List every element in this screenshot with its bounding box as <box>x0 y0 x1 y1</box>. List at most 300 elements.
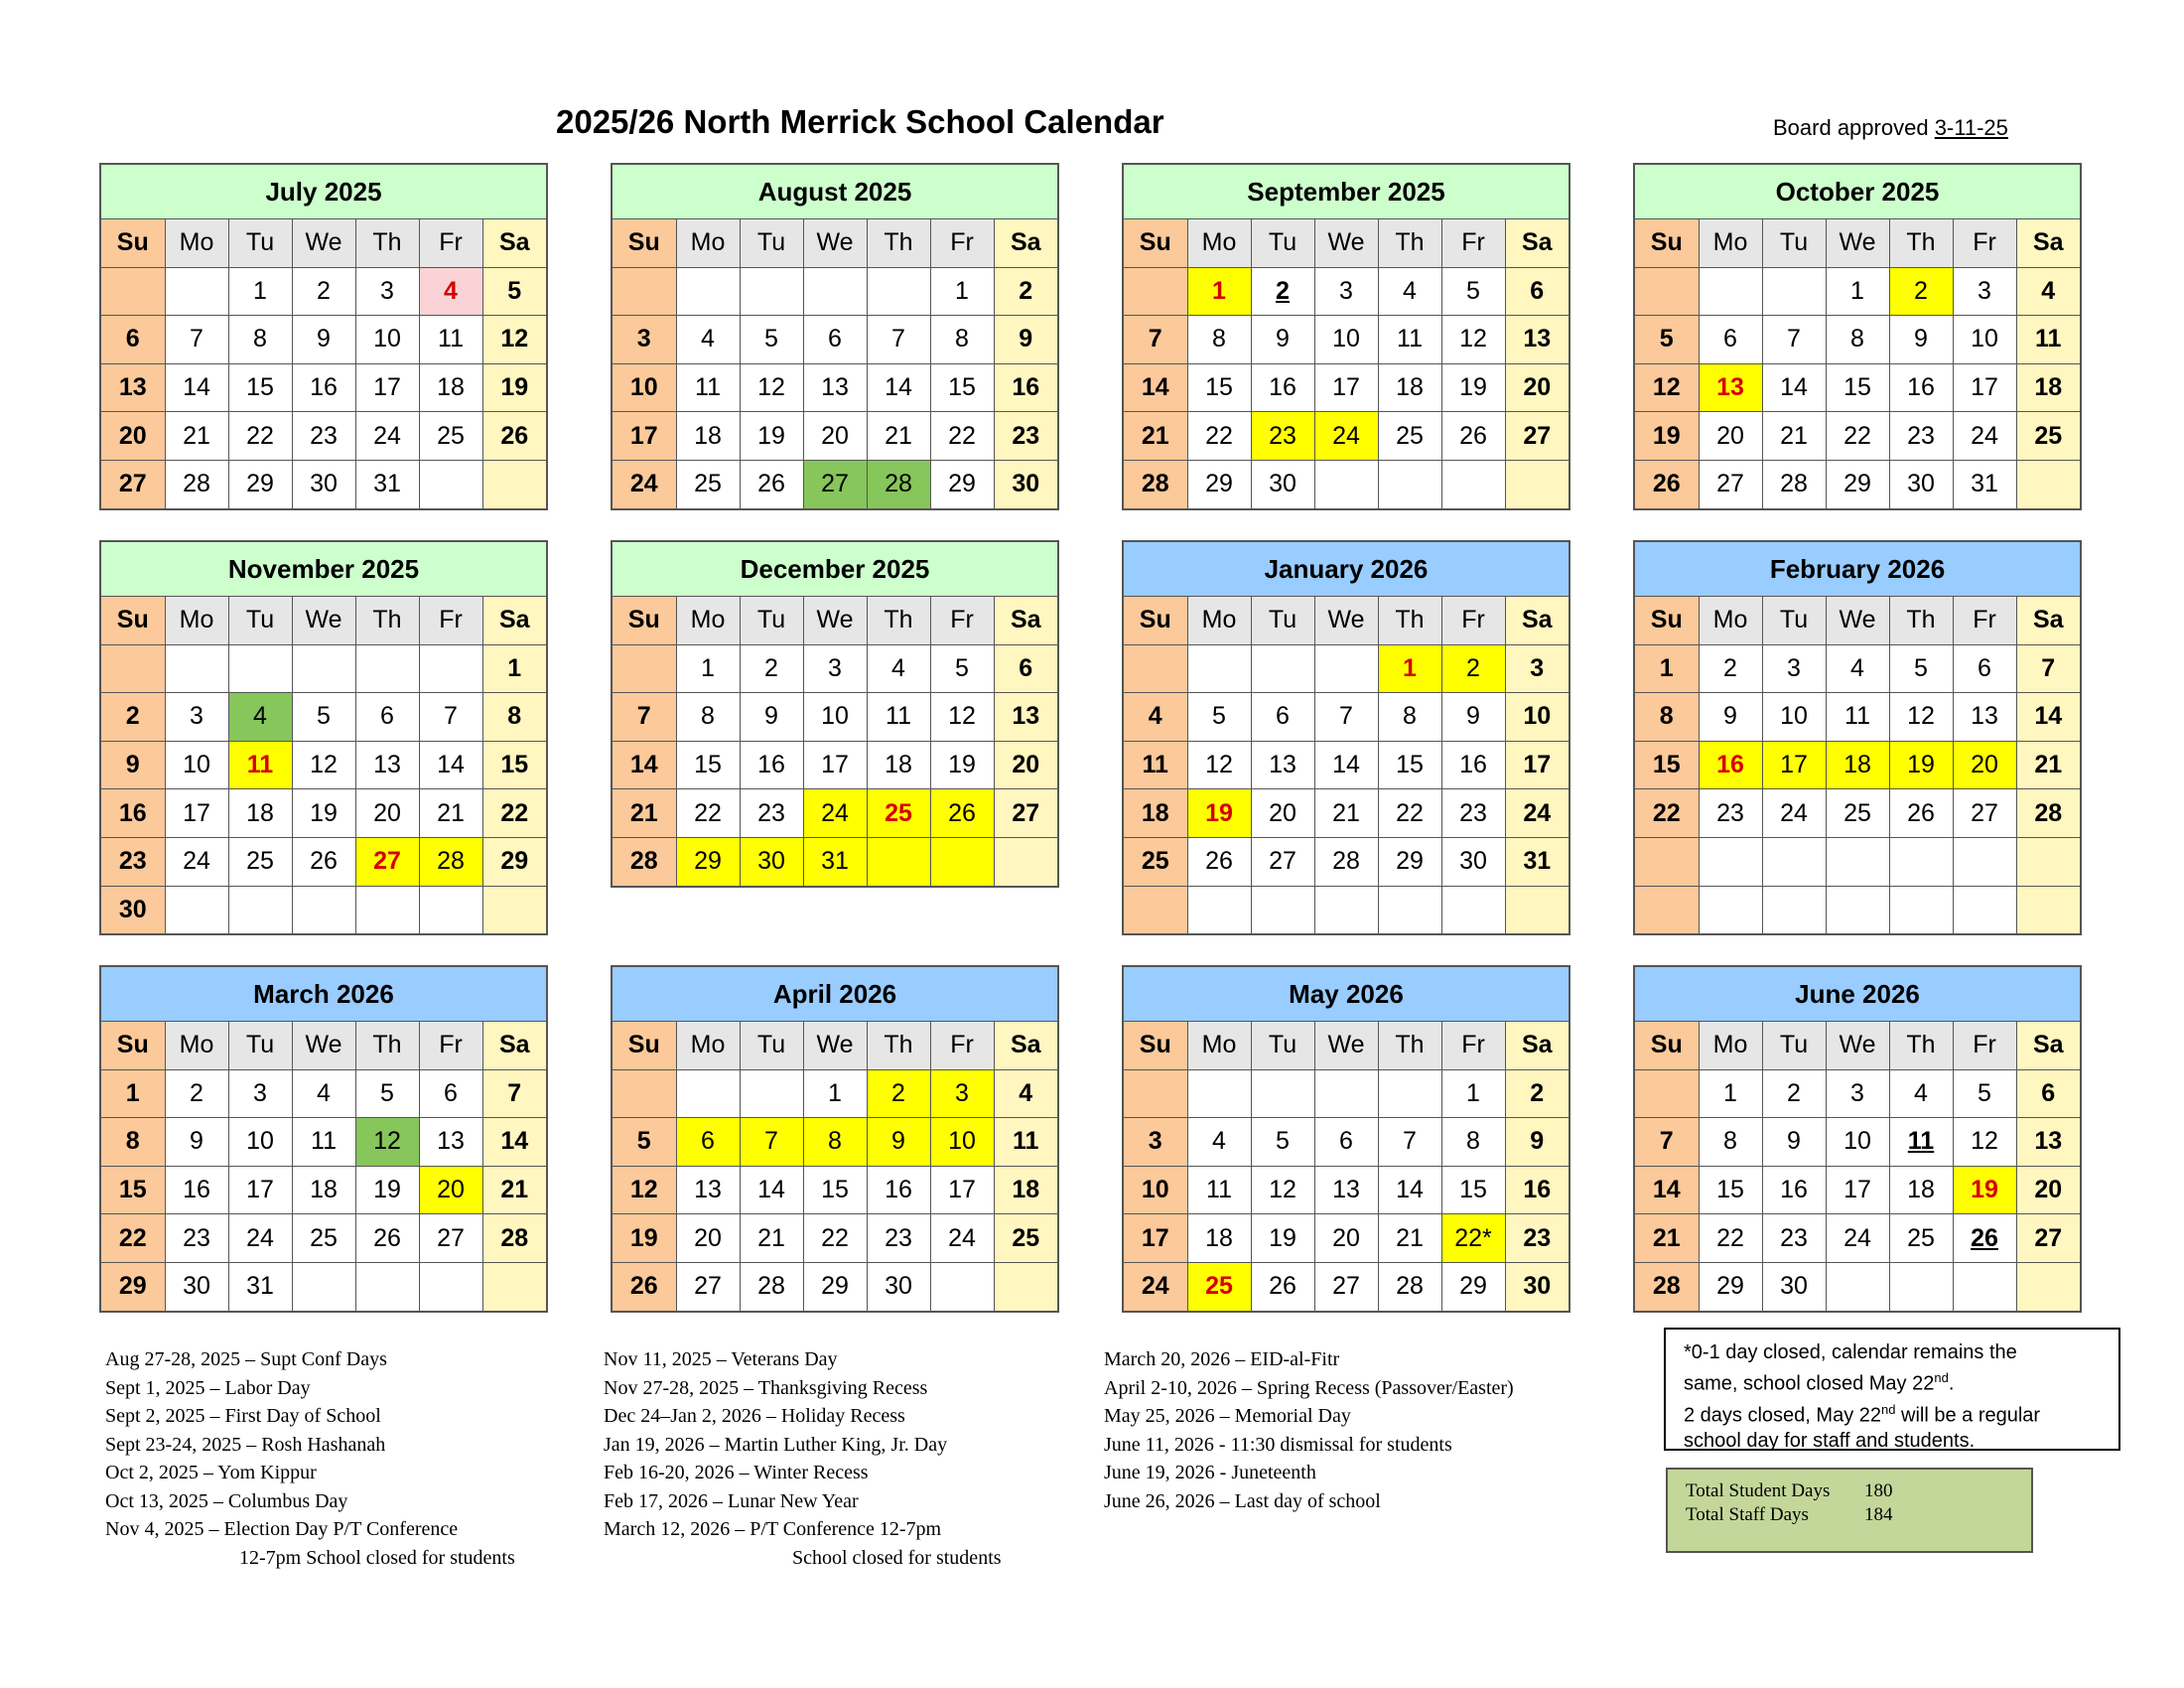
day-header: Tu <box>1251 597 1314 644</box>
calendar-day: 20 <box>355 789 419 838</box>
calendar-day: 13 <box>1699 363 1762 412</box>
calendar-day: 9 <box>1441 693 1505 742</box>
calendar-day: 4 <box>1124 693 1187 742</box>
empty-day <box>2016 886 2080 933</box>
empty-day <box>740 1069 803 1118</box>
empty-day <box>1314 644 1378 693</box>
calendar-day: 6 <box>1699 316 1762 364</box>
calendar-day: 8 <box>676 693 740 742</box>
day-header: Sa <box>994 1022 1057 1069</box>
day-header: Mo <box>676 219 740 267</box>
calendar-day: 18 <box>419 363 482 412</box>
calendar-day: 12 <box>355 1118 419 1167</box>
calendar-day: 22* <box>1441 1214 1505 1263</box>
note-item: Sept 23-24, 2025 – Rosh Hashanah <box>105 1433 386 1456</box>
calendar-day: 10 <box>1505 693 1569 742</box>
empty-day <box>867 267 930 316</box>
calendar-day: 22 <box>1826 412 1889 461</box>
note-line-4: school day for staff and students. <box>1684 1430 1976 1453</box>
empty-day <box>419 1262 482 1310</box>
calendar-day: 25 <box>1378 412 1441 461</box>
calendar-day: 10 <box>613 363 676 412</box>
calendar-day: 1 <box>1826 267 1889 316</box>
note-item: June 19, 2026 - Juneteenth <box>1104 1462 1316 1483</box>
calendar-day: 12 <box>482 316 546 364</box>
calendar-day: 9 <box>1251 316 1314 364</box>
calendar-day: 30 <box>1505 1262 1569 1310</box>
calendar-day: 30 <box>1251 460 1314 507</box>
calendar-day: 18 <box>292 1166 355 1214</box>
month-11 <box>1633 965 2082 1313</box>
day-header: Sa <box>1505 219 1569 267</box>
calendar-day: 13 <box>1251 741 1314 789</box>
calendar-day: 22 <box>101 1214 165 1263</box>
empty-day <box>1762 886 1826 933</box>
empty-day <box>676 267 740 316</box>
month-title: September 2025 <box>1124 165 1569 219</box>
calendar-day: 7 <box>740 1118 803 1167</box>
closure-note-box <box>1664 1328 2120 1451</box>
day-header: Tu <box>740 597 803 644</box>
calendar-day: 8 <box>482 693 546 742</box>
calendar-day: 16 <box>1699 741 1762 789</box>
month-title: June 2026 <box>1635 967 2080 1022</box>
calendar-day: 3 <box>803 644 867 693</box>
calendar-day: 17 <box>165 789 228 838</box>
calendar-day: 29 <box>676 837 740 885</box>
calendar-day: 29 <box>101 1262 165 1310</box>
calendar-day: 11 <box>994 1118 1057 1167</box>
calendar-day: 22 <box>1187 412 1251 461</box>
calendar-day: 3 <box>1124 1118 1187 1167</box>
calendar-day: 10 <box>228 1118 292 1167</box>
calendar-day: 29 <box>1378 837 1441 886</box>
calendar-day: 13 <box>2016 1118 2080 1167</box>
calendar-day: 14 <box>867 363 930 412</box>
calendar-day: 24 <box>930 1214 994 1263</box>
day-header: Th <box>867 1022 930 1069</box>
calendar-day: 25 <box>1187 1262 1251 1310</box>
month-5 <box>611 540 1059 888</box>
calendar-day: 13 <box>1505 316 1569 364</box>
day-header: Su <box>1635 1022 1699 1069</box>
empty-day <box>1378 460 1441 507</box>
note-item: School closed for students <box>792 1546 1002 1569</box>
calendar-day: 17 <box>1505 741 1569 789</box>
day-header: Mo <box>1187 597 1251 644</box>
note-item: March 20, 2026 – EID-al-Fitr <box>1104 1348 1340 1370</box>
calendar-day: 26 <box>1251 1262 1314 1310</box>
calendar-day: 2 <box>101 693 165 742</box>
calendar-day: 1 <box>1441 1069 1505 1118</box>
calendar-day: 6 <box>1953 644 2016 693</box>
student-days-row <box>1686 1479 2013 1503</box>
calendar-day: 11 <box>867 693 930 742</box>
empty-day <box>994 1262 1057 1310</box>
empty-day <box>1953 837 2016 886</box>
note-item: Dec 24–Jan 2, 2026 – Holiday Recess <box>604 1405 905 1427</box>
calendar-day: 26 <box>355 1214 419 1263</box>
calendar-day: 28 <box>1635 1262 1699 1310</box>
calendar-day: 26 <box>1889 789 1953 838</box>
calendar-day: 24 <box>1762 789 1826 838</box>
calendar-day: 17 <box>355 363 419 412</box>
calendar-day: 14 <box>740 1166 803 1214</box>
empty-day <box>1505 886 1569 933</box>
calendar-day: 27 <box>1251 837 1314 886</box>
calendar-day: 6 <box>101 316 165 364</box>
calendar-day: 27 <box>1699 460 1762 507</box>
calendar-day: 27 <box>1505 412 1569 461</box>
calendar-day: 2 <box>292 267 355 316</box>
calendar-day: 14 <box>482 1118 546 1167</box>
day-header: Tu <box>228 1022 292 1069</box>
empty-day <box>613 644 676 693</box>
calendar-day: 15 <box>1187 363 1251 412</box>
calendar-day: 3 <box>1953 267 2016 316</box>
calendar-day: 12 <box>1889 693 1953 742</box>
calendar-day: 15 <box>228 363 292 412</box>
calendar-day: 31 <box>1953 460 2016 507</box>
calendar-day: 4 <box>292 1069 355 1118</box>
calendar-day: 29 <box>803 1262 867 1310</box>
calendar-day: 3 <box>1826 1069 1889 1118</box>
calendar-day: 5 <box>1635 316 1699 364</box>
calendar-day: 1 <box>101 1069 165 1118</box>
month-title: December 2025 <box>613 542 1057 597</box>
day-header: Su <box>101 219 165 267</box>
calendar-day: 13 <box>101 363 165 412</box>
day-header: Th <box>1889 1022 1953 1069</box>
empty-day <box>1251 886 1314 933</box>
empty-day <box>1314 460 1378 507</box>
calendar-day: 22 <box>228 412 292 461</box>
board-approved <box>1773 115 2008 141</box>
empty-day <box>101 267 165 316</box>
calendar-day: 4 <box>867 644 930 693</box>
day-header: Th <box>867 219 930 267</box>
calendar-day: 18 <box>676 412 740 461</box>
day-header: Sa <box>1505 597 1569 644</box>
calendar-day: 16 <box>1505 1166 1569 1214</box>
calendar-day: 7 <box>1378 1118 1441 1167</box>
calendar-day: 14 <box>1314 741 1378 789</box>
calendar-day: 22 <box>1635 789 1699 838</box>
calendar-day: 21 <box>867 412 930 461</box>
day-header: Sa <box>1505 1022 1569 1069</box>
calendar-day: 31 <box>228 1262 292 1310</box>
calendar-day: 8 <box>930 316 994 364</box>
calendar-day: 9 <box>1505 1118 1569 1167</box>
empty-day <box>1826 886 1889 933</box>
day-header: Fr <box>1441 597 1505 644</box>
calendar-day: 7 <box>165 316 228 364</box>
empty-day <box>1635 837 1699 886</box>
calendar-day: 5 <box>1953 1069 2016 1118</box>
day-header: Sa <box>482 1022 546 1069</box>
day-header: We <box>1826 597 1889 644</box>
calendar-day: 9 <box>292 316 355 364</box>
empty-day <box>355 644 419 693</box>
day-header: Th <box>1889 219 1953 267</box>
calendar-day: 10 <box>803 693 867 742</box>
calendar-day: 23 <box>292 412 355 461</box>
calendar-day: 9 <box>1762 1118 1826 1167</box>
calendar-day: 18 <box>2016 363 2080 412</box>
calendar-day: 24 <box>1314 412 1378 461</box>
empty-day <box>1314 886 1378 933</box>
empty-day <box>2016 1262 2080 1310</box>
calendar-day: 6 <box>1251 693 1314 742</box>
calendar-day: 17 <box>1953 363 2016 412</box>
month-title: October 2025 <box>1635 165 2080 219</box>
day-header: Mo <box>1699 597 1762 644</box>
calendar-day: 29 <box>930 460 994 507</box>
calendar-day: 12 <box>613 1166 676 1214</box>
empty-day <box>2016 460 2080 507</box>
empty-day <box>2016 837 2080 886</box>
calendar-day: 19 <box>1889 741 1953 789</box>
day-header: Sa <box>2016 219 2080 267</box>
note-item: May 25, 2026 – Memorial Day <box>1104 1405 1351 1427</box>
calendar-day: 9 <box>740 693 803 742</box>
calendar-day: 28 <box>1378 1262 1441 1310</box>
calendar-day: 5 <box>613 1118 676 1167</box>
empty-day <box>803 267 867 316</box>
calendar-day: 14 <box>1124 363 1187 412</box>
empty-day <box>419 460 482 507</box>
calendar-day: 27 <box>1314 1262 1378 1310</box>
day-header: Su <box>613 219 676 267</box>
day-header: Th <box>355 219 419 267</box>
calendar-day: 15 <box>1826 363 1889 412</box>
calendar-day: 16 <box>165 1166 228 1214</box>
day-header: Fr <box>419 219 482 267</box>
day-header: Th <box>867 597 930 644</box>
calendar-day: 2 <box>1762 1069 1826 1118</box>
day-header: Tu <box>228 597 292 644</box>
calendar-day: 13 <box>1953 693 2016 742</box>
note-item: April 2-10, 2026 – Spring Recess (Passover/Easter) <box>1104 1376 1514 1399</box>
calendar-day: 1 <box>803 1069 867 1118</box>
calendar-day: 13 <box>1314 1166 1378 1214</box>
calendar-day: 18 <box>1889 1166 1953 1214</box>
calendar-day: 24 <box>613 460 676 507</box>
calendar-day: 26 <box>613 1262 676 1310</box>
calendar-day: 1 <box>1187 267 1251 316</box>
calendar-day: 16 <box>1889 363 1953 412</box>
empty-day <box>1187 1069 1251 1118</box>
calendar-day: 17 <box>228 1166 292 1214</box>
calendar-day: 3 <box>1762 644 1826 693</box>
calendar-day: 24 <box>228 1214 292 1263</box>
calendar-day: 21 <box>1124 412 1187 461</box>
empty-day <box>355 1262 419 1310</box>
calendar-day: 10 <box>1953 316 2016 364</box>
empty-day <box>994 837 1057 885</box>
empty-day <box>1378 1069 1441 1118</box>
calendar-day: 22 <box>676 789 740 838</box>
calendar-day: 24 <box>1505 789 1569 838</box>
day-header: Th <box>1378 219 1441 267</box>
calendar-day: 1 <box>930 267 994 316</box>
calendar-day: 30 <box>994 460 1057 507</box>
empty-day <box>613 267 676 316</box>
calendar-day: 5 <box>740 316 803 364</box>
staff-days-value: 184 <box>1864 1504 1893 1525</box>
calendar-day: 19 <box>292 789 355 838</box>
empty-day <box>1953 886 2016 933</box>
calendar-day: 18 <box>1124 789 1187 838</box>
note-item: Jan 19, 2026 – Martin Luther King, Jr. Day <box>604 1433 948 1456</box>
calendar-day: 21 <box>1635 1214 1699 1263</box>
calendar-day: 31 <box>355 460 419 507</box>
day-header: Su <box>1635 597 1699 644</box>
calendar-day: 5 <box>355 1069 419 1118</box>
calendar-day: 27 <box>2016 1214 2080 1263</box>
calendar-day: 11 <box>1378 316 1441 364</box>
calendar-day: 5 <box>1441 267 1505 316</box>
day-header: Su <box>101 1022 165 1069</box>
calendar-day: 5 <box>292 693 355 742</box>
day-header: We <box>1314 219 1378 267</box>
calendar-day: 15 <box>930 363 994 412</box>
calendar-day: 28 <box>419 837 482 886</box>
calendar-day: 10 <box>165 741 228 789</box>
calendar-day: 23 <box>1889 412 1953 461</box>
note-item: June 26, 2026 – Last day of school <box>1104 1489 1381 1512</box>
calendar-day: 8 <box>1699 1118 1762 1167</box>
day-header: We <box>1826 1022 1889 1069</box>
calendar-day: 19 <box>1187 789 1251 838</box>
calendar-day: 16 <box>740 741 803 789</box>
calendar-day: 25 <box>292 1214 355 1263</box>
calendar-day: 7 <box>867 316 930 364</box>
empty-day <box>228 644 292 693</box>
calendar-day: 5 <box>1187 693 1251 742</box>
calendar-day: 7 <box>1762 316 1826 364</box>
day-header: Fr <box>930 219 994 267</box>
calendar-day: 30 <box>740 837 803 885</box>
day-header: We <box>1314 1022 1378 1069</box>
empty-day <box>1187 886 1251 933</box>
calendar-day: 19 <box>613 1214 676 1263</box>
calendar-day: 28 <box>1762 460 1826 507</box>
note-item: Oct 2, 2025 – Yom Kippur <box>105 1462 317 1483</box>
calendar-day: 3 <box>1505 644 1569 693</box>
month-9 <box>611 965 1059 1313</box>
day-header: Su <box>613 597 676 644</box>
empty-day <box>1826 837 1889 886</box>
calendar-day: 23 <box>101 837 165 886</box>
totals-box <box>1666 1468 2033 1553</box>
empty-day <box>740 267 803 316</box>
calendar-day: 8 <box>1378 693 1441 742</box>
calendar-day: 14 <box>1762 363 1826 412</box>
calendar-day: 12 <box>1953 1118 2016 1167</box>
calendar-day: 18 <box>867 741 930 789</box>
empty-day <box>1251 644 1314 693</box>
empty-day <box>419 886 482 933</box>
month-title: August 2025 <box>613 165 1057 219</box>
calendar-day: 10 <box>1762 693 1826 742</box>
calendar-day: 3 <box>613 316 676 364</box>
calendar-day: 9 <box>994 316 1057 364</box>
calendar-day: 23 <box>1441 789 1505 838</box>
calendar-day: 28 <box>1124 460 1187 507</box>
calendar-day: 25 <box>994 1214 1057 1263</box>
calendar-day: 30 <box>867 1262 930 1310</box>
calendar-day: 7 <box>2016 644 2080 693</box>
month-title: February 2026 <box>1635 542 2080 597</box>
calendar-day: 16 <box>1762 1166 1826 1214</box>
calendar-day: 27 <box>419 1214 482 1263</box>
calendar-day: 13 <box>994 693 1057 742</box>
calendar-day: 28 <box>482 1214 546 1263</box>
empty-day <box>613 1069 676 1118</box>
calendar-day: 11 <box>2016 316 2080 364</box>
calendar-day: 2 <box>165 1069 228 1118</box>
day-header: Tu <box>1762 597 1826 644</box>
day-header: Fr <box>1441 219 1505 267</box>
calendar-day: 30 <box>1762 1262 1826 1310</box>
day-header: Su <box>101 597 165 644</box>
calendar-day: 24 <box>1953 412 2016 461</box>
day-header: Mo <box>676 1022 740 1069</box>
calendar-day: 22 <box>1378 789 1441 838</box>
calendar-day: 2 <box>1889 267 1953 316</box>
calendar-day: 17 <box>930 1166 994 1214</box>
calendar-day: 23 <box>740 789 803 838</box>
calendar-day: 3 <box>228 1069 292 1118</box>
calendar-day: 9 <box>101 741 165 789</box>
empty-day <box>292 1262 355 1310</box>
note-item: Feb 16-20, 2026 – Winter Recess <box>604 1462 869 1483</box>
empty-day <box>482 886 546 933</box>
calendar-day: 3 <box>930 1069 994 1118</box>
empty-day <box>1124 1069 1187 1118</box>
month-title: January 2026 <box>1124 542 1569 597</box>
calendar-day: 25 <box>419 412 482 461</box>
calendar-day: 16 <box>1251 363 1314 412</box>
note-item: Nov 27-28, 2025 – Thanksgiving Recess <box>604 1376 928 1399</box>
empty-day <box>165 886 228 933</box>
calendar-day: 28 <box>867 460 930 507</box>
calendar-day: 10 <box>1314 316 1378 364</box>
note-line-2: same, school closed May 22nd. <box>1684 1370 1955 1395</box>
calendar-day: 14 <box>1378 1166 1441 1214</box>
calendar-day: 7 <box>1635 1118 1699 1167</box>
calendar-day: 19 <box>482 363 546 412</box>
calendar-day: 16 <box>101 789 165 838</box>
calendar-day: 12 <box>1635 363 1699 412</box>
note-item: March 12, 2026 – P/T Conference 12-7pm <box>604 1518 942 1540</box>
empty-day <box>1124 886 1187 933</box>
calendar-day: 31 <box>1505 837 1569 886</box>
calendar-day: 8 <box>803 1118 867 1167</box>
day-header: Mo <box>1187 219 1251 267</box>
calendar-day: 19 <box>1441 363 1505 412</box>
calendar-day: 26 <box>1953 1214 2016 1263</box>
calendar-day: 11 <box>228 741 292 789</box>
calendar-day: 6 <box>355 693 419 742</box>
calendar-day: 19 <box>930 741 994 789</box>
calendar-day: 10 <box>1124 1166 1187 1214</box>
empty-day <box>165 267 228 316</box>
calendar-day: 11 <box>1826 693 1889 742</box>
empty-day <box>101 644 165 693</box>
calendar-day: 26 <box>930 789 994 838</box>
